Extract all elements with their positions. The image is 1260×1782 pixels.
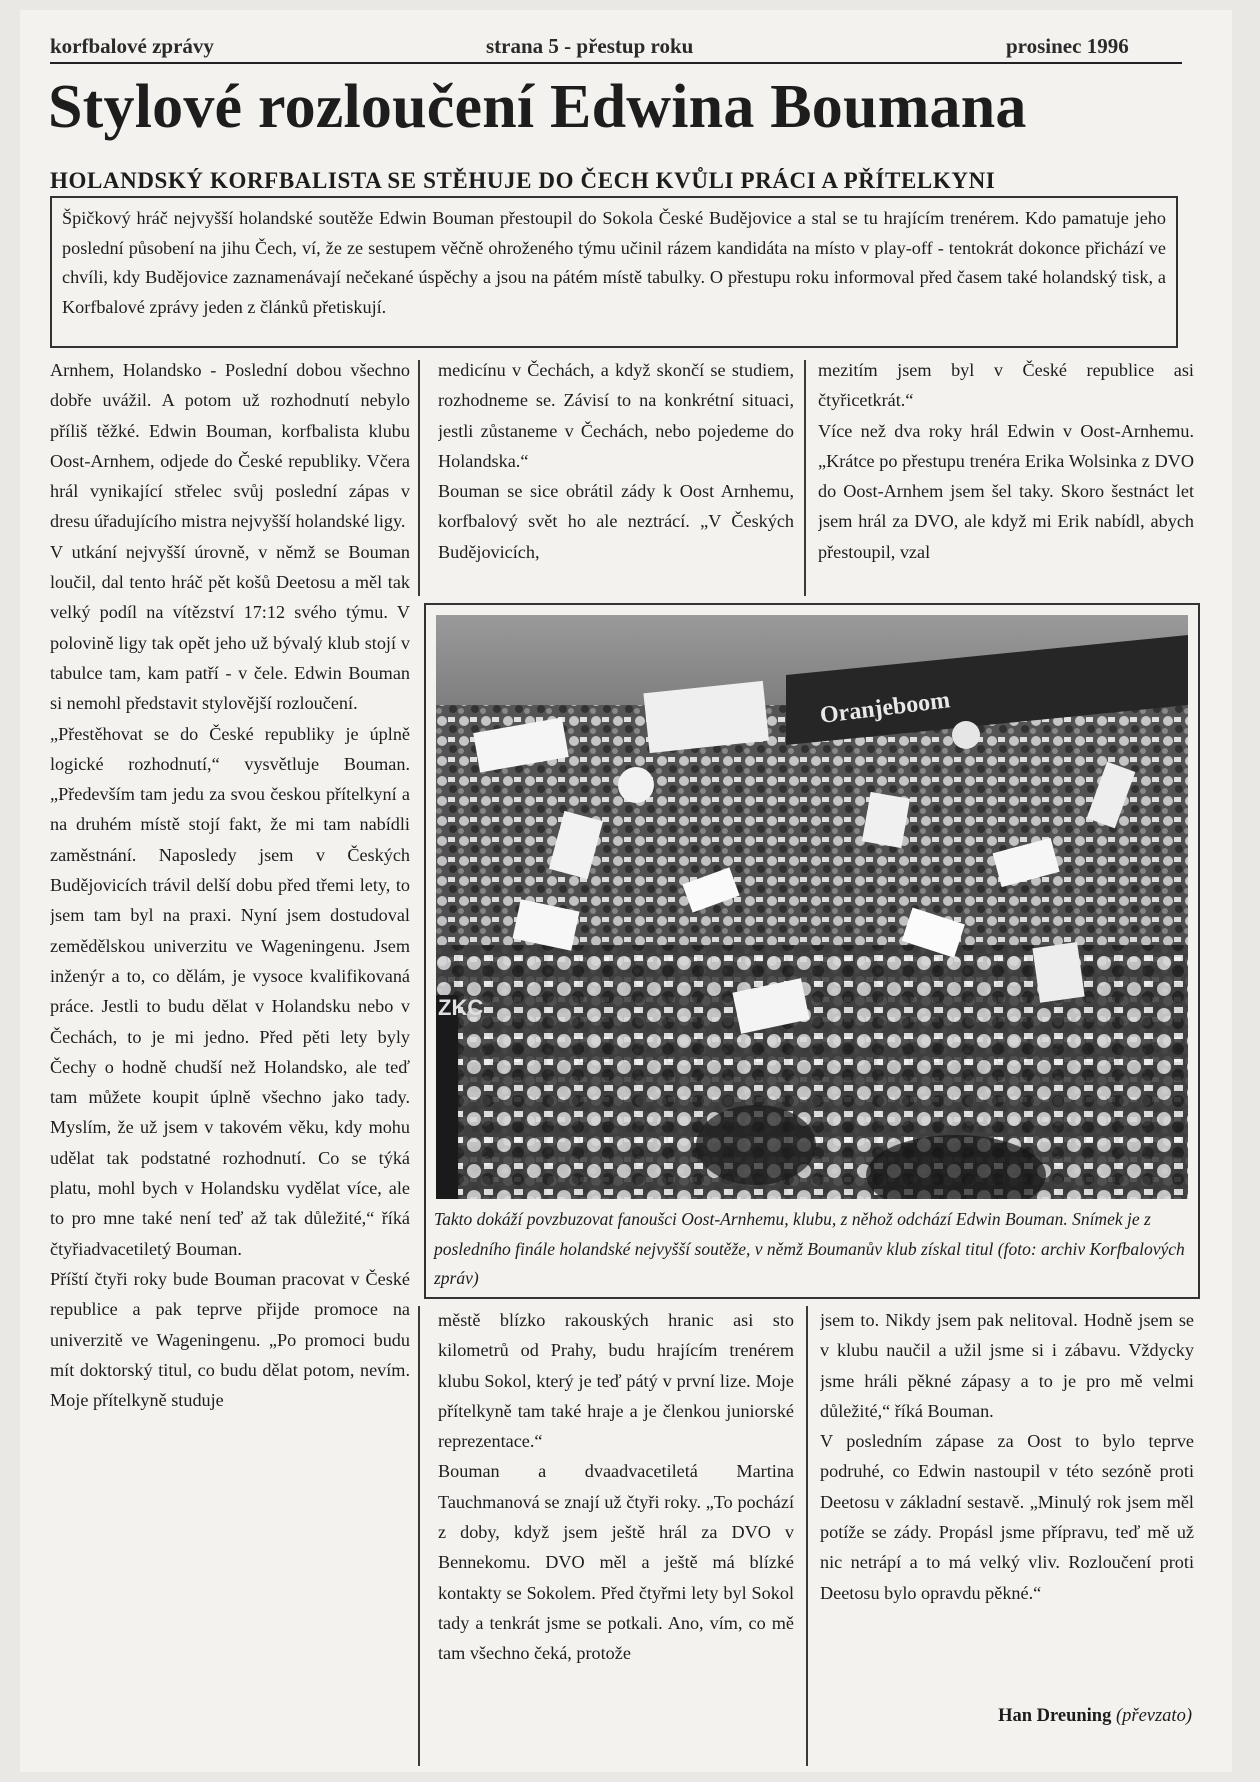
article-column-1 — [50, 355, 410, 1767]
article-column-2-bottom — [438, 1305, 794, 1767]
paragraph: Bouman se sice obrátil zády k Oost Arnhemu, korfbalový svět ho ale neztrácí. „V Českých Budějovicích, — [438, 481, 794, 562]
column-divider — [806, 1306, 808, 1766]
headline: Stylové rozloučení Edwina Boumana — [48, 73, 1027, 141]
header-date: prosinec 1996 — [1006, 34, 1129, 58]
paragraph: jsem to. Nikdy jsem pak nelitoval. Hodně jsem se v klubu naučil a užil jsme si i zábavu. Vždycky jsme hráli pěkné zápasy a to je pro mě velmi důležité,“ říká Bouman. — [820, 1310, 1194, 1421]
header-publication: korfbalové zprávy — [50, 34, 214, 58]
article-column-3-bottom — [820, 1305, 1194, 1705]
paragraph: V posledním zápase za Oost to bylo teprve podruhé, co Edwin nastoupil v této sezóně proti Deetosu v základní sestavě. „Minulý rok jsem měl potíže se zády. Propásl jsme přípravu, teď mě už nic netrápí a to má velký vliv. Rozloučení proti Deetosu bylo opravdu pěkné.“ — [820, 1431, 1194, 1603]
column-divider — [418, 360, 420, 596]
byline-note: (převzato) — [1115, 1706, 1192, 1726]
paragraph: mezitím jsem byl v České republice asi čtyřicetkrát.“ — [818, 360, 1194, 411]
paragraph: městě blízko rakouských hranic asi sto kilometrů od Prahy, budu hrajícím trenérem klubu Sokol, který je teď pátý v první lize. Moje přítelkyně tam také hraje a je členkou juniorské reprezentace.“ — [438, 1310, 794, 1452]
lead-box — [50, 196, 1178, 348]
column-divider — [418, 1306, 420, 1766]
header-rule — [50, 62, 1182, 64]
paragraph: Arnhem, Holandsko - Poslední dobou všechno dobře uvážil. A potom už rozhodnutí nebylo příliš těžké. Edwin Bouman, korfbalista klubu Oost-Arnhem, odjede do České republiky. Včera hrál vynikající střelec svůj poslední zápas v dresu úřadujícího mistra nejvyšší holandské ligy. — [50, 360, 410, 532]
crowd-photo — [436, 615, 1188, 1199]
paragraph: V utkání nejvyšší úrovně, v němž se Bouman loučil, dal tento hráč pět košů Deetosu a měl tak velký podíl na vítězství 17:12 svého týmu. V polovině ligy tak opět jeho už bývalý klub stojí v tabulce tam, kam patří - v čele. Edwin Bouman si nemohl představit stylovější rozloučení. — [50, 541, 410, 714]
paragraph: Více než dva roky hrál Edwin v Oost-Arnhemu. „Krátce po přestupu trenéra Erika Wolsinka z DVO do Oost-Arnhem jsem šel taky. Skoro šestnáct let jsem hrál za DVO, ale když mi Erik nabídl, abych přestoupil, vzal — [818, 420, 1194, 562]
byline-author: Han Dreuning — [998, 1706, 1112, 1726]
paragraph: „Přestěhovat se do České republiky je úplně logické rozhodnutí,“ vysvětluje Bouman. „Především tam jedu za svou českou přítelkyní a na druhém místě stojí fakt, že mi tam nabídli zaměstnání. Naposledy jsem v Českých Budějovicích trávil delší dobu před třemi lety, to jsem tam byl na praxi. Nyní jsem dostudoval zemědělskou univerzitu ve Wageningenu. Jsem inženýr a to, co dělám, je vysoce kvalifikovaná práce. Jestli to budu dělat v Holandsku nebo v Čechách, to je mi jedno. Před pěti lety byly Čechy o hodně chudší než Holandsko, ale teď tam můžete koupit úplně všechno jako tady. Myslím, že už jsem v takovém věku, kdy mohu udělat tak podstatné rozhodnutí. Co se týká platu, mohl bych v Holandsku vydělat více, ale to pro mne také není teď až tak důležité,“ říká čtyřiadvacetiletý Bouman. — [50, 723, 410, 1259]
byline — [960, 1706, 1192, 1727]
photo-sign-text: ZKC — [438, 995, 484, 1020]
newspaper-page — [20, 10, 1232, 1772]
column-divider — [804, 360, 806, 596]
lead-text: Špičkový hráč nejvyšší holandské soutěže Edwin Bouman přestoupil do Sokola České Budějovice a stal se tu hrajícím trenérem. Kdo pamatuje jeho poslední působení na jihu Čech, ví, že ze sestupem věčně ohroženého týmu učinil rázem kandidáta na místo v play-off - tentokrát dokonce přichází ve chvíli, kdy Budějovice zaznamenávají nečekané úspěchy a jsou na pátém místě tabulky. O přestupu roku informoval před časem také holandský tisk, a Korfbalové zprávy jeden z článků přetiskují. — [62, 208, 1166, 317]
article-column-2-top — [438, 355, 794, 599]
subheadline: HOLANDSKÝ KORFBALISTA SE STĚHUJE DO ČECH KVŮLI PRÁCI A PŘÍTELKYNI — [50, 168, 996, 193]
header-page-label: strana 5 - přestup roku — [486, 34, 694, 58]
paragraph: Příští čtyři roky bude Bouman pracovat v České republice a pak teprve přijde promoce na univerzitě ve Wageningenu. „Po promoci budu mít doktorský titul, co budu dělat potom, nevím. Moje přítelkyně studuje — [50, 1268, 410, 1411]
article-column-3-top — [818, 355, 1194, 599]
paragraph: Bouman a dvaadvacetiletá Martina Tauchmanová se znají už čtyři roky. „To pochází z doby, když jsem ještě hrál za DVO v Bennekomu. DVO měl a ještě má blízké kontakty se Sokolem. Před čtyřmi lety byl Sokol tady a tenkrát jsme se potkali. Ano, vím, co mě tam všechno čeká, protože — [438, 1461, 794, 1664]
photo-banner-text: Oranjeboom — [818, 687, 952, 729]
photo-frame — [424, 603, 1200, 1299]
photo-caption: Takto dokáží povzbuzovat fanoušci Oost-Arnhemu, klubu, z něhož odchází Edwin Bouman. Snímek je z posledního finále holandské nejvyšší soutěže, v němž Boumanův klub získal titul (foto: archiv Korfbalových zpráv) — [434, 1209, 1185, 1288]
paragraph: medicínu v Čechách, a když skončí se studiem, rozhodneme se. Závisí to na konkrétní situaci, jestli zůstaneme v Čechách, nebo pojedeme do Holandska.“ — [438, 360, 794, 471]
